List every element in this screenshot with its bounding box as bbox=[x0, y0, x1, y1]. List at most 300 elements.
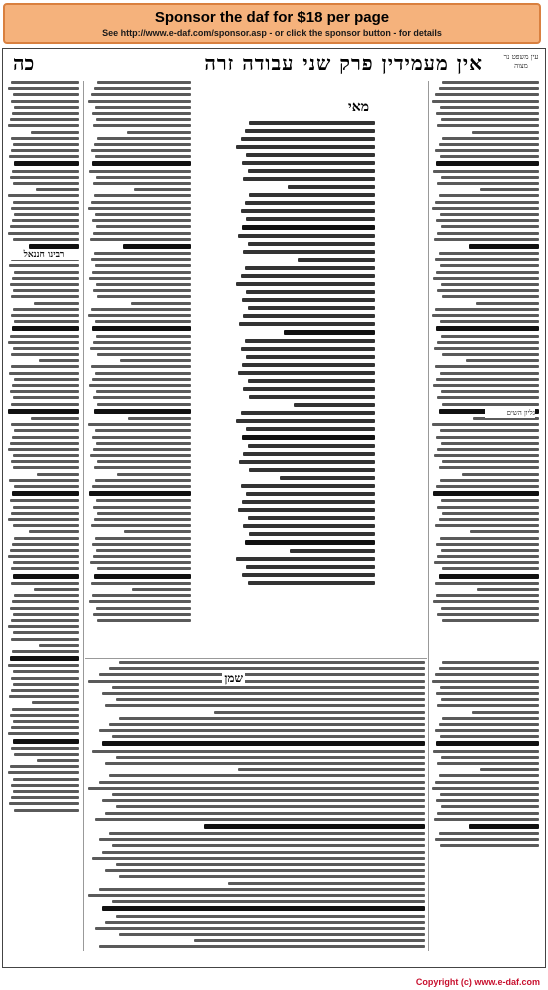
text-line bbox=[246, 492, 375, 496]
side-heading: רבינו חננאל bbox=[9, 249, 79, 260]
text-line bbox=[14, 485, 79, 488]
text-line bbox=[11, 619, 79, 622]
text-line bbox=[134, 188, 191, 191]
text-line bbox=[13, 524, 79, 527]
text-line bbox=[241, 347, 375, 351]
text-line bbox=[238, 234, 375, 238]
text-line bbox=[9, 155, 79, 158]
text-line bbox=[132, 588, 191, 591]
text-line bbox=[93, 448, 191, 451]
text-line bbox=[9, 479, 79, 482]
text-line bbox=[10, 499, 79, 502]
text-line bbox=[13, 396, 79, 399]
text-line bbox=[462, 473, 539, 476]
text-line bbox=[442, 460, 539, 463]
text-line bbox=[12, 112, 79, 115]
text-line bbox=[245, 129, 375, 133]
text-line bbox=[440, 372, 539, 375]
text-line bbox=[131, 302, 191, 305]
text-line bbox=[436, 436, 539, 439]
text-line bbox=[88, 207, 191, 210]
text-line bbox=[89, 277, 191, 280]
text-line bbox=[9, 372, 79, 375]
text-line bbox=[243, 387, 375, 391]
text-line bbox=[280, 476, 375, 480]
text-line bbox=[99, 781, 425, 784]
text-line bbox=[241, 411, 375, 415]
text-line bbox=[243, 524, 375, 528]
text-line bbox=[13, 308, 79, 311]
text-line bbox=[94, 409, 191, 414]
text-line bbox=[10, 656, 79, 661]
text-line bbox=[440, 213, 539, 216]
text-line bbox=[241, 274, 375, 278]
text-line bbox=[12, 384, 79, 387]
text-line bbox=[8, 87, 79, 90]
text-line bbox=[91, 93, 191, 96]
text-line bbox=[11, 100, 79, 103]
text-line bbox=[238, 371, 375, 375]
text-line bbox=[245, 201, 375, 205]
text-line bbox=[11, 81, 79, 84]
text-line bbox=[109, 774, 425, 777]
text-line bbox=[99, 945, 425, 948]
text-line bbox=[31, 417, 79, 420]
column-divider bbox=[83, 81, 84, 951]
text-line bbox=[437, 341, 539, 344]
text-line bbox=[249, 468, 375, 472]
text-line bbox=[248, 581, 375, 585]
text-line bbox=[432, 423, 539, 426]
text-line bbox=[37, 759, 79, 762]
text-line bbox=[94, 518, 191, 521]
text-line bbox=[13, 289, 79, 292]
text-line bbox=[440, 686, 539, 689]
text-line bbox=[242, 363, 375, 367]
text-line bbox=[440, 479, 539, 482]
text-line bbox=[470, 530, 539, 533]
text-line bbox=[105, 812, 425, 815]
text-line bbox=[91, 149, 191, 152]
text-line bbox=[441, 390, 539, 393]
text-line bbox=[12, 491, 79, 496]
text-line bbox=[242, 500, 375, 504]
text-line bbox=[95, 264, 191, 267]
text-line bbox=[90, 454, 191, 457]
text-line bbox=[102, 741, 425, 746]
text-line bbox=[8, 409, 79, 414]
text-line bbox=[96, 442, 191, 445]
text-line bbox=[11, 149, 79, 152]
text-line bbox=[11, 295, 79, 298]
text-line bbox=[441, 118, 539, 121]
sponsor-title[interactable]: Sponsor the daf for $18 per page bbox=[154, 9, 390, 26]
text-line bbox=[441, 756, 539, 759]
text-line bbox=[95, 372, 191, 375]
text-line bbox=[434, 238, 539, 241]
text-line bbox=[10, 335, 79, 338]
text-line bbox=[439, 252, 539, 255]
text-line bbox=[288, 185, 375, 189]
text-line bbox=[436, 271, 539, 274]
text-line bbox=[11, 747, 79, 750]
text-line bbox=[435, 729, 539, 732]
text-line bbox=[119, 661, 425, 664]
text-line bbox=[441, 805, 539, 808]
text-line bbox=[441, 335, 539, 338]
text-line bbox=[480, 188, 539, 191]
text-line bbox=[94, 252, 191, 255]
text-line bbox=[11, 314, 79, 317]
text-line bbox=[13, 347, 79, 350]
text-line bbox=[441, 607, 539, 610]
text-line bbox=[8, 341, 79, 344]
text-line bbox=[435, 308, 539, 311]
text-line bbox=[105, 704, 425, 707]
text-line bbox=[437, 613, 539, 616]
text-line bbox=[284, 330, 375, 335]
text-line bbox=[242, 435, 375, 440]
text-line bbox=[436, 219, 539, 222]
text-line bbox=[8, 518, 79, 521]
text-line bbox=[120, 359, 191, 362]
text-line bbox=[469, 824, 539, 829]
text-line bbox=[36, 188, 79, 191]
text-line bbox=[92, 219, 191, 222]
text-line bbox=[242, 225, 375, 230]
text-line bbox=[441, 442, 539, 445]
text-line bbox=[242, 573, 375, 577]
text-line bbox=[439, 194, 539, 197]
text-line bbox=[102, 851, 425, 854]
text-line bbox=[102, 799, 425, 802]
text-line bbox=[97, 137, 191, 140]
text-line bbox=[248, 444, 375, 448]
text-line bbox=[434, 454, 539, 457]
text-line bbox=[112, 900, 425, 903]
text-line bbox=[119, 717, 425, 720]
text-line bbox=[96, 390, 191, 393]
gemara-column bbox=[235, 121, 375, 641]
text-line bbox=[436, 543, 539, 546]
text-line bbox=[13, 631, 79, 634]
text-line bbox=[102, 906, 425, 911]
text-line bbox=[432, 207, 539, 210]
text-line bbox=[440, 264, 539, 267]
text-line bbox=[436, 326, 539, 331]
text-line bbox=[88, 894, 425, 897]
text-line bbox=[433, 170, 539, 173]
text-line bbox=[437, 124, 539, 127]
text-line bbox=[246, 565, 375, 569]
text-line bbox=[437, 232, 539, 235]
text-line bbox=[435, 365, 539, 368]
text-line bbox=[123, 244, 191, 249]
text-line bbox=[37, 473, 79, 476]
text-line bbox=[116, 698, 425, 701]
text-line bbox=[12, 708, 79, 711]
text-line bbox=[435, 201, 539, 204]
text-line bbox=[91, 365, 191, 368]
text-line bbox=[236, 557, 375, 561]
text-line bbox=[294, 403, 375, 407]
text-line bbox=[11, 677, 79, 680]
bottom-opening-word: שמן bbox=[224, 671, 243, 685]
text-line bbox=[437, 182, 539, 185]
text-line bbox=[435, 781, 539, 784]
text-line bbox=[433, 491, 539, 496]
text-line bbox=[91, 201, 191, 204]
text-line bbox=[248, 379, 375, 383]
text-line bbox=[441, 549, 539, 552]
text-line bbox=[13, 143, 79, 146]
text-line bbox=[8, 732, 79, 735]
text-line bbox=[10, 442, 79, 445]
text-line bbox=[11, 353, 79, 356]
text-line bbox=[433, 384, 539, 387]
text-line bbox=[238, 508, 375, 512]
text-line bbox=[442, 619, 539, 622]
text-line bbox=[97, 619, 191, 622]
text-line bbox=[92, 594, 191, 597]
text-line bbox=[246, 355, 375, 359]
text-line bbox=[241, 137, 375, 141]
text-line bbox=[99, 888, 425, 891]
text-line bbox=[433, 277, 539, 280]
text-line bbox=[89, 600, 191, 603]
text-line bbox=[8, 555, 79, 558]
text-line bbox=[91, 258, 191, 261]
text-line bbox=[435, 524, 539, 527]
text-line bbox=[8, 771, 79, 774]
text-line bbox=[13, 739, 79, 744]
text-line bbox=[39, 644, 79, 647]
sponsor-banner[interactable] bbox=[3, 3, 541, 44]
text-line bbox=[12, 170, 79, 173]
text-line bbox=[439, 143, 539, 146]
text-line bbox=[96, 549, 191, 552]
text-line bbox=[441, 176, 539, 179]
text-line bbox=[10, 714, 79, 717]
text-line bbox=[440, 537, 539, 540]
text-line bbox=[116, 756, 425, 759]
text-line bbox=[440, 106, 539, 109]
sponsor-subtitle[interactable]: See http://www.e-daf.com/sponsor.asp - or click the sponsor button - for details bbox=[102, 28, 442, 38]
text-line bbox=[14, 106, 79, 109]
page-header bbox=[7, 51, 541, 77]
text-line bbox=[434, 818, 539, 821]
text-line bbox=[248, 516, 375, 520]
text-line bbox=[13, 790, 79, 793]
text-line bbox=[12, 543, 79, 546]
text-line bbox=[442, 567, 539, 570]
text-line bbox=[436, 799, 539, 802]
text-line bbox=[119, 875, 425, 878]
text-line bbox=[112, 735, 425, 738]
text-line bbox=[248, 306, 375, 310]
text-line bbox=[228, 882, 425, 885]
text-line bbox=[472, 711, 539, 714]
text-line bbox=[109, 667, 425, 670]
text-line bbox=[88, 423, 191, 426]
text-line bbox=[439, 774, 539, 777]
text-line bbox=[434, 561, 539, 564]
text-line bbox=[245, 339, 375, 343]
text-line bbox=[99, 729, 425, 732]
text-line bbox=[92, 857, 425, 860]
text-line bbox=[246, 217, 375, 221]
text-line bbox=[246, 153, 375, 157]
text-line bbox=[11, 207, 79, 210]
text-line bbox=[93, 289, 191, 292]
text-line bbox=[440, 429, 539, 432]
text-line bbox=[10, 176, 79, 179]
text-line bbox=[29, 530, 79, 533]
text-line bbox=[249, 395, 375, 399]
bottom-commentary bbox=[85, 661, 425, 957]
text-line bbox=[11, 137, 79, 140]
page-title: אין מעמידין פרק שני עבודה זרה bbox=[204, 51, 483, 75]
text-line bbox=[441, 283, 539, 286]
text-line bbox=[11, 689, 79, 692]
text-line bbox=[96, 176, 191, 179]
text-line bbox=[439, 574, 539, 579]
text-line bbox=[95, 429, 191, 432]
text-line bbox=[14, 594, 79, 597]
text-line bbox=[8, 124, 79, 127]
text-line bbox=[91, 582, 191, 585]
rashi-column bbox=[431, 81, 539, 657]
text-line bbox=[92, 485, 191, 488]
text-line bbox=[93, 506, 191, 509]
text-line bbox=[102, 692, 425, 695]
text-line bbox=[11, 567, 79, 570]
text-line bbox=[13, 720, 79, 723]
text-line bbox=[127, 131, 191, 134]
text-line bbox=[436, 112, 539, 115]
text-line bbox=[11, 784, 79, 787]
text-line bbox=[93, 232, 191, 235]
text-line bbox=[8, 448, 79, 451]
text-line bbox=[248, 242, 375, 246]
text-line bbox=[105, 762, 425, 765]
text-line bbox=[238, 768, 425, 771]
text-line bbox=[12, 277, 79, 280]
text-line bbox=[93, 396, 191, 399]
text-line bbox=[435, 673, 539, 676]
text-line bbox=[9, 695, 79, 698]
text-line bbox=[92, 271, 191, 274]
text-line bbox=[14, 320, 79, 323]
column-divider bbox=[428, 81, 429, 951]
text-line bbox=[13, 670, 79, 673]
text-line bbox=[97, 403, 191, 406]
text-line bbox=[437, 448, 539, 451]
text-line bbox=[96, 118, 191, 121]
text-line bbox=[90, 238, 191, 241]
text-line bbox=[242, 298, 375, 302]
text-line bbox=[433, 750, 539, 753]
text-line bbox=[97, 460, 191, 463]
text-line bbox=[95, 213, 191, 216]
text-line bbox=[117, 473, 191, 476]
text-line bbox=[10, 390, 79, 393]
text-line bbox=[239, 322, 375, 326]
text-line bbox=[91, 308, 191, 311]
text-line bbox=[95, 818, 425, 821]
text-line bbox=[442, 295, 539, 298]
text-line bbox=[243, 452, 375, 456]
text-line bbox=[239, 460, 375, 464]
text-line bbox=[246, 427, 375, 431]
text-line bbox=[116, 915, 425, 918]
text-line bbox=[442, 717, 539, 720]
text-line bbox=[92, 543, 191, 546]
text-line bbox=[128, 417, 191, 420]
text-line bbox=[11, 403, 79, 406]
text-line bbox=[476, 302, 539, 305]
text-line bbox=[480, 768, 539, 771]
text-line bbox=[248, 169, 375, 173]
text-line bbox=[116, 863, 425, 866]
text-line bbox=[442, 661, 539, 664]
text-line bbox=[109, 723, 425, 726]
text-line bbox=[95, 537, 191, 540]
text-line bbox=[436, 594, 539, 597]
text-line bbox=[12, 219, 79, 222]
text-line bbox=[204, 824, 425, 829]
text-line bbox=[439, 667, 539, 670]
header-label: עין משפט נר מצוה bbox=[503, 53, 539, 70]
copyright-link[interactable]: Copyright (c) www.e-daf.com bbox=[415, 977, 540, 987]
text-line bbox=[241, 209, 375, 213]
text-line bbox=[93, 341, 191, 344]
text-line bbox=[249, 532, 375, 536]
text-line bbox=[13, 613, 79, 616]
text-line bbox=[32, 701, 79, 704]
text-line bbox=[8, 232, 79, 235]
text-line bbox=[88, 787, 425, 790]
text-line bbox=[245, 540, 375, 545]
text-line bbox=[97, 353, 191, 356]
text-line bbox=[119, 933, 425, 936]
text-line bbox=[95, 927, 425, 930]
text-line bbox=[290, 549, 375, 553]
text-line bbox=[94, 87, 191, 90]
text-line bbox=[11, 365, 79, 368]
text-line bbox=[469, 244, 539, 249]
text-line bbox=[11, 582, 79, 585]
text-line bbox=[105, 869, 425, 872]
text-line bbox=[441, 225, 539, 228]
text-line bbox=[92, 436, 191, 439]
text-line bbox=[436, 741, 539, 746]
tosafot-column bbox=[87, 81, 191, 657]
text-line bbox=[432, 100, 539, 103]
text-line bbox=[13, 561, 79, 564]
text-line bbox=[434, 347, 539, 350]
text-line bbox=[236, 419, 375, 423]
text-line bbox=[88, 100, 191, 103]
gemara-opening-word: מאי bbox=[348, 99, 369, 115]
text-line bbox=[440, 793, 539, 796]
text-line bbox=[90, 561, 191, 564]
margin-note-label: גליון השים bbox=[485, 409, 535, 418]
text-line bbox=[245, 266, 375, 270]
text-line bbox=[13, 238, 79, 241]
text-line bbox=[9, 802, 79, 805]
text-line bbox=[14, 537, 79, 540]
